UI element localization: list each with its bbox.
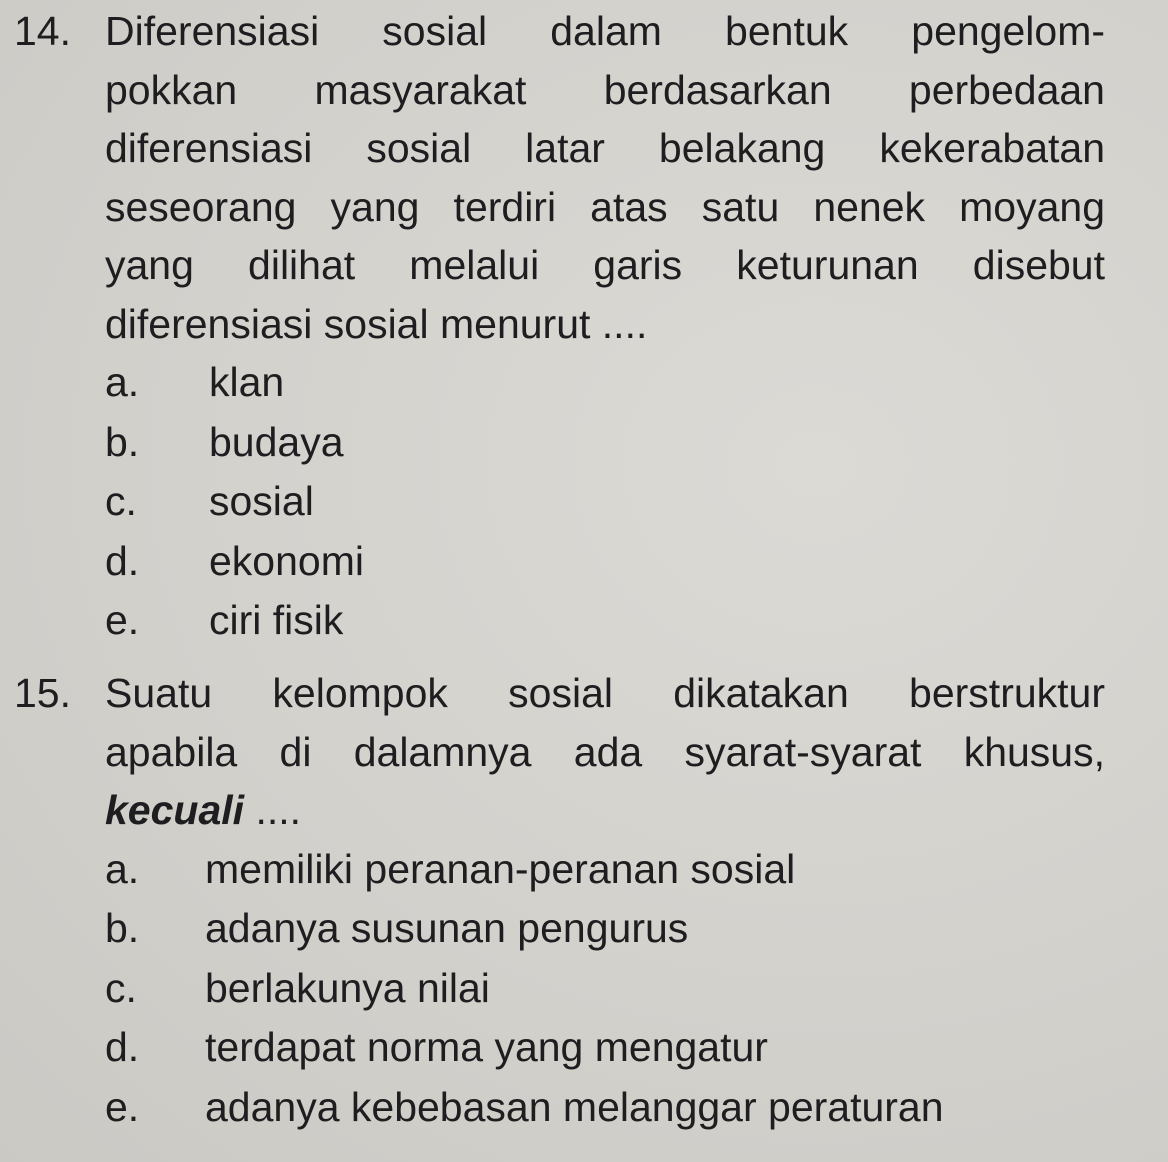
option-text: berlakunya nilai (205, 964, 490, 1011)
emphasis-word: kecuali (105, 787, 245, 833)
option-d (105, 1018, 1154, 1078)
stem-tail: .... (244, 787, 302, 833)
stem-line: Diferensiasi sosial dalam bentuk pengelom- (105, 8, 1105, 54)
stem-line: seseorang yang terdiri atas satu nenek moyang (105, 183, 1105, 230)
question-number: 15. (14, 670, 71, 716)
stem-line (105, 781, 1105, 840)
option-text: ciri fisik (209, 597, 344, 643)
option-letter: d. (105, 537, 140, 584)
option-letter: e. (105, 1083, 140, 1130)
option-text: ekonomi (209, 537, 364, 584)
stem-line: apabila di dalamnya ada syarat-syarat khusus, (105, 728, 1105, 775)
option-letter: a. (105, 845, 140, 892)
question-number: 14. (14, 8, 71, 54)
option-c (105, 959, 1154, 1019)
option-c (105, 472, 1154, 532)
question-stem (105, 2, 1105, 353)
question-14 (14, 2, 1154, 651)
option-text: budaya (209, 418, 344, 465)
option-letter: d. (105, 1024, 140, 1070)
option-b (105, 899, 1154, 959)
stem-line: diferensiasi sosial latar belakang kekerabatan (105, 125, 1105, 171)
stem-line: pokkan masyarakat berdasarkan perbedaan (105, 66, 1105, 113)
option-letter: c. (105, 478, 137, 524)
option-d (105, 532, 1154, 592)
option-letter: e. (105, 597, 140, 643)
option-b (105, 413, 1154, 473)
option-text: sosial (209, 478, 314, 524)
option-text: klan (209, 359, 285, 405)
option-e (105, 591, 1154, 651)
option-letter: b. (105, 905, 140, 951)
stem-line: diferensiasi sosial menurut .... (105, 300, 648, 347)
question-15 (14, 664, 1154, 1137)
answer-options (105, 840, 1154, 1138)
stem-line: Suatu kelompok sosial dikatakan berstruktur (105, 670, 1105, 716)
option-letter: c. (105, 964, 137, 1011)
option-text: terdapat norma yang mengatur (205, 1024, 768, 1070)
option-text: adanya kebebasan melanggar peraturan (205, 1083, 944, 1130)
question-stem (105, 664, 1105, 840)
option-a (105, 353, 1154, 413)
option-e (105, 1078, 1154, 1138)
answer-options (105, 353, 1154, 651)
option-letter: b. (105, 418, 140, 465)
option-text: adanya susunan pengurus (205, 905, 689, 951)
option-text: memiliki peranan-peranan sosial (205, 845, 796, 892)
option-letter: a. (105, 359, 140, 405)
option-a (105, 840, 1154, 900)
stem-line: yang dilihat melalui garis keturunan disebut (105, 242, 1105, 288)
